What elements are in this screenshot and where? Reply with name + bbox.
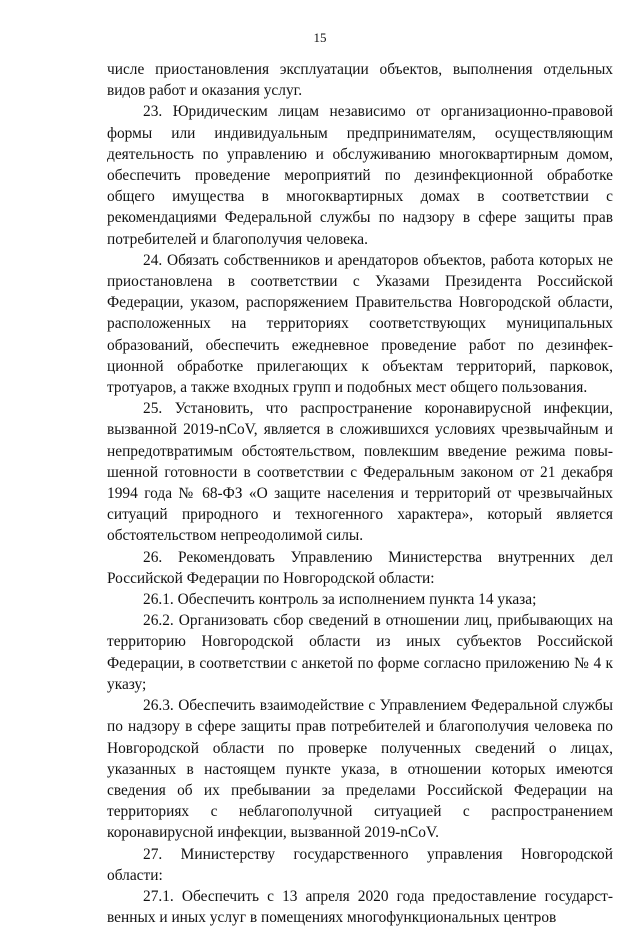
paragraph-26: 26. Рекомендовать Управлению Министерства внутренних дел Российской Федерации по Новгородской области: (107, 548, 613, 587)
document-body (107, 59, 613, 928)
paragraph-27: 27. Министерству государственного управления Новгородской области: (107, 845, 613, 884)
paragraph-26-1: 26.1. Обеспечить контроль за исполнением пункта 14 указа; (143, 591, 537, 609)
paragraph-23: 23. Юридическим лицам независимо от организационно-правовой формы или индивидуальным предпринимателям, осуществляющим деятельность по управлению и обслуживанию многоквартирным домом, обеспечить проведение мероприятий по дезинфекционной обработке общего имущества в многоквартирных домах в соответствии с рекомендациями Федеральной службы по надзору в сфере защиты прав потребителей и благополучия человека. (107, 103, 613, 248)
paragraph-continuation: числе приостановления эксплуатации объектов, выполнения отдельных видов работ и оказания услуг. (107, 61, 613, 100)
paragraph-27-1: 27.1. Обеспечить с 13 апреля 2020 года предоставление государст-венных и иных услуг в помещениях многофункциональных центров (107, 887, 613, 927)
paragraph-24: 24. Обязать собственников и арендаторов объектов, работа которых не приостановлена в соответствии с Указами Президента Российской Федерации, указом, распоряжением Правительства Новгородской области, расположенных на территориях соответствующих муниципальных образований, обеспечить ежедневное проведение работ по дезинфек-ционной обработке прилегающих к объектам территорий, парковок, тротуаров, а также входных групп и подобных мест общего пользования. (107, 251, 613, 397)
paragraph-25: 25. Установить, что распространение коронавирусной инфекции, вызванной 2019-nCoV, является в сложившихся условиях чрезвычайным и непредотвратимым обстоятельством, повлекшим введение режима повы-шенной готовности в соответствии с Федеральным законом от 21 декабря 1994 года № 68-ФЗ «О защите населения и территорий от чрезвычайных ситуаций природного и техногенного характера», который является обстоятельством непреодолимой силы. (107, 400, 613, 545)
page-number: 15 (313, 30, 327, 45)
paragraph-26-2: 26.2. Организовать сбор сведений в отношении лиц, прибывающих на территорию Новгородской области из иных субъектов Российской Федерации, в соответствии с анкетой по форме согласно приложению № 4 к указу; (107, 612, 613, 693)
paragraph-26-3: 26.3. Обеспечить взаимодействие с Управлением Федеральной службы по надзору в сфере защиты прав потребителей и благополучия человека по Новгородской области по проверке полученных сведений о лицах, указанных в настоящем пункте указа, в отношении которых имеются сведения об их пребывании за пределами Российской Федерации на территориях с неблагополучной ситуацией с распространением коронавирусной инфекции, вызванной 2019-nCoV. (107, 697, 613, 842)
